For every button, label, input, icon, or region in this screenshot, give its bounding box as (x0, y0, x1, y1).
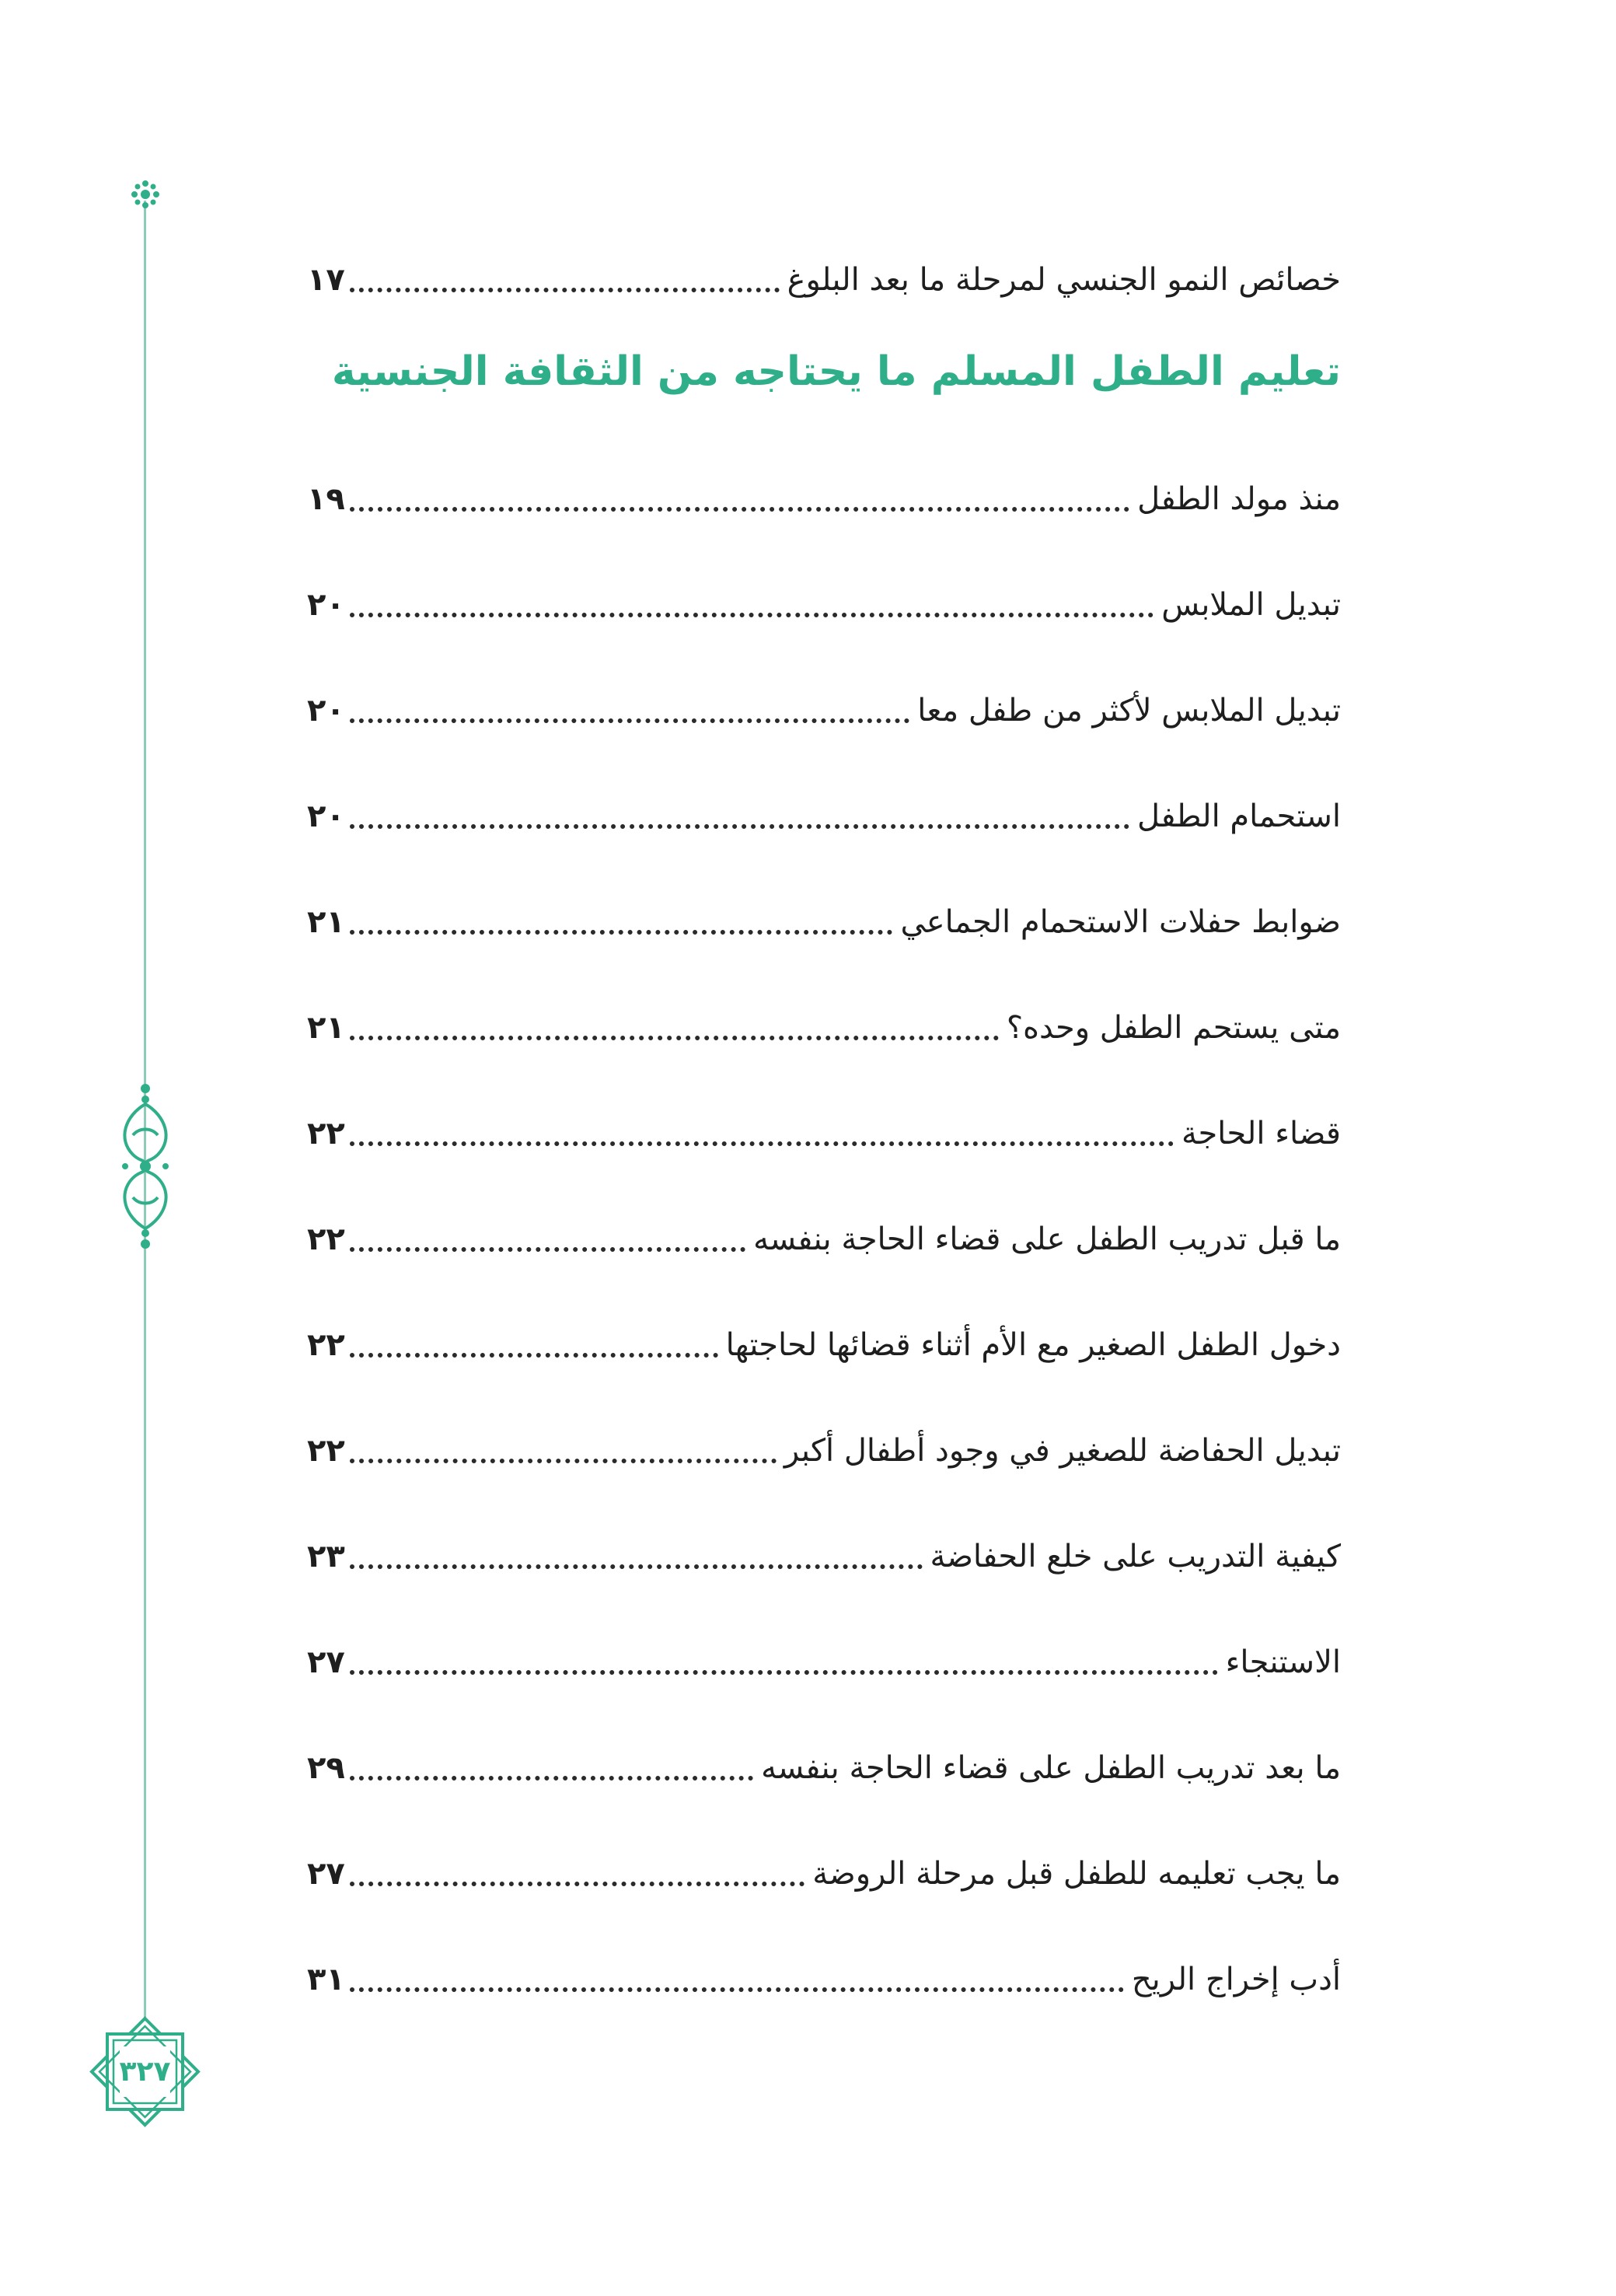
entry-page-number: ٢٧ (307, 1856, 345, 1892)
entry-title: ما قبل تدريب الطفل على قضاء الحاجة بنفسه (753, 1221, 1341, 1257)
dot-leader (350, 1564, 923, 1569)
dot-leader (350, 824, 1129, 829)
entry-page-number: ٢٠ (307, 587, 345, 623)
entry-title: تبديل الملابس لأكثر من طفل معا (917, 693, 1341, 729)
toc-entry[interactable] (307, 875, 1341, 945)
section-heading: تعليم الطفل المسلم ما يحتاجه من الثقافة الجنسية (331, 348, 1341, 395)
entry-title: استحمام الطفل (1137, 799, 1341, 834)
entry-title: متى يستحم الطفل وحده؟ (1006, 1010, 1341, 1046)
dot-leader (350, 930, 893, 935)
entry-title: دخول الطفل الصغير مع الأم أثناء قضائها لحاجتها (725, 1327, 1341, 1363)
entry-title: منذ مولد الطفل (1137, 481, 1341, 517)
dot-leader (350, 1141, 1174, 1146)
entry-page-number: ٢٠ (307, 693, 345, 729)
dot-leader (350, 718, 909, 723)
toc-entry[interactable] (307, 1193, 1341, 1263)
entry-page-number: ٢٢ (307, 1116, 345, 1151)
dot-leader (350, 507, 1129, 512)
entry-page-number: ٢١ (307, 904, 345, 940)
entry-page-number: ١٧ (307, 262, 345, 298)
entry-page-number: ٢٧ (307, 1644, 345, 1680)
entry-title: كيفية التدريب على خلع الحفاضة (930, 1539, 1341, 1574)
dot-leader (350, 288, 780, 292)
entry-title: تبديل الملابس (1161, 587, 1341, 623)
dot-leader (350, 1882, 805, 1886)
entry-page-number: ٢٢ (307, 1327, 345, 1363)
entry-page-number: ٢١ (307, 1010, 345, 1046)
toc-entry[interactable] (307, 981, 1341, 1051)
entry-title: ضوابط حفلات الاستحمام الجماعي (900, 904, 1341, 940)
dot-leader (350, 1036, 999, 1040)
entry-title: تبديل الحفاضة للصغير في وجود أطفال أكبر (784, 1433, 1341, 1469)
entry-page-number: ٢٣ (307, 1539, 345, 1574)
entry-page-number: ١٩ (307, 481, 345, 517)
toc-entry[interactable] (307, 1087, 1341, 1157)
flower-ornament-icon (120, 169, 170, 219)
toc-entry[interactable] (307, 1721, 1341, 1791)
toc-entry[interactable] (307, 1933, 1341, 2003)
entry-page-number: ٢٢ (307, 1221, 345, 1257)
dot-leader (350, 1459, 777, 1463)
dot-leader (350, 1670, 1218, 1675)
toc-entry[interactable] (307, 1510, 1341, 1580)
dot-leader (350, 1353, 718, 1358)
toc-entry[interactable] (307, 770, 1341, 840)
entry-title: ما بعد تدريب الطفل على قضاء الحاجة بنفسه (761, 1750, 1341, 1786)
dot-leader (350, 1247, 745, 1252)
dot-leader (350, 1987, 1124, 1992)
toc-entry[interactable] (307, 1616, 1341, 1686)
toc-entry[interactable] (307, 1404, 1341, 1474)
toc-entry[interactable] (307, 453, 1341, 522)
entry-page-number: ٣١ (307, 1962, 345, 1997)
toc-entry[interactable] (307, 664, 1341, 734)
entry-title: خصائص النمو الجنسي لمرحلة ما بعد البلوغ (787, 262, 1341, 298)
entry-title: ما يجب تعليمه للطفل قبل مرحلة الروضة (812, 1856, 1341, 1892)
table-of-contents (307, 0, 1341, 2296)
page-number: ٣٢٧ (119, 2056, 171, 2088)
entry-title: أدب إخراج الريح (1131, 1962, 1341, 1997)
toc-entry[interactable] (307, 558, 1341, 628)
toc-entry[interactable] (307, 1827, 1341, 1897)
dot-leader (350, 613, 1154, 617)
entry-page-number: ٢٩ (307, 1750, 345, 1786)
entry-page-number: ٢٠ (307, 799, 345, 834)
entry-title: قضاء الحاجة (1181, 1116, 1341, 1151)
arabesque-ornament-icon (110, 1081, 181, 1252)
toc-entry-intro[interactable] (307, 233, 1341, 303)
dot-leader (350, 1776, 753, 1781)
entry-title: الاستنجاء (1225, 1644, 1341, 1680)
entry-page-number: ٢٢ (307, 1433, 345, 1469)
toc-entry[interactable] (307, 1298, 1341, 1368)
